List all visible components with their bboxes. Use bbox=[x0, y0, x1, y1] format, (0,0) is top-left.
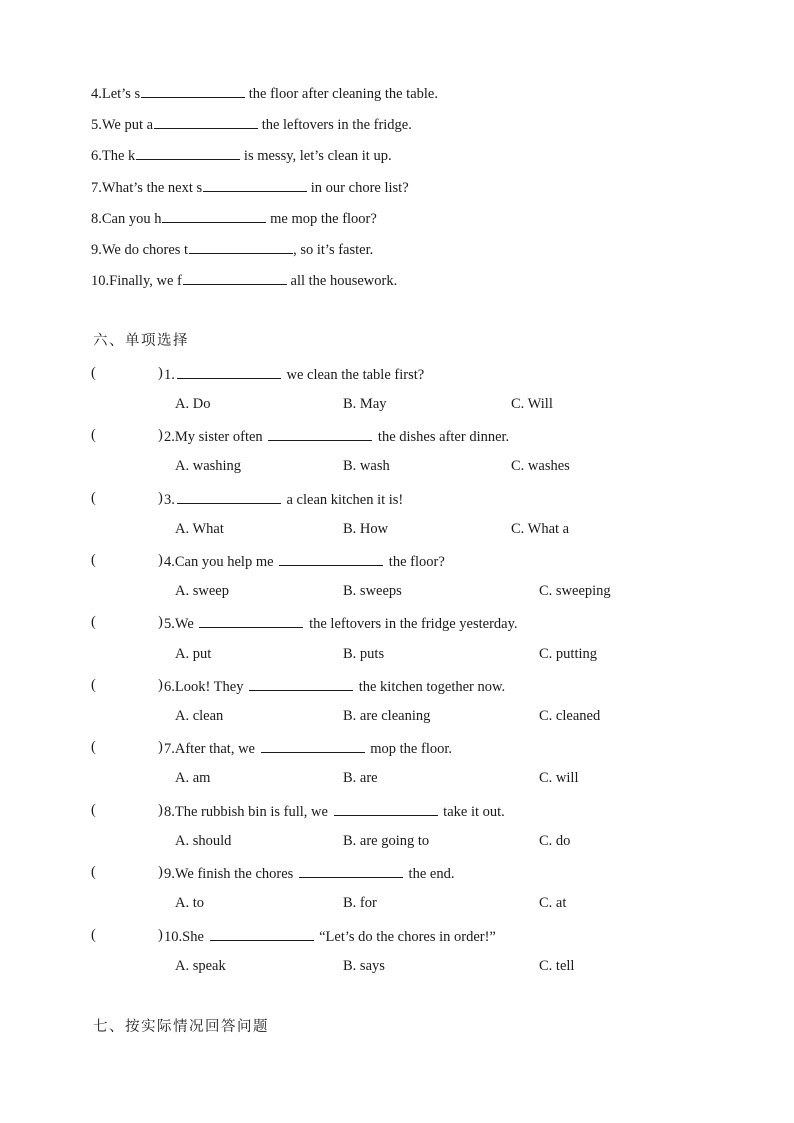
fill-in-prefix: 8.Can you h bbox=[91, 211, 162, 227]
question-prefix: 5.We bbox=[164, 616, 198, 632]
question-prefix: 2.My sister often bbox=[164, 429, 267, 445]
option-b[interactable]: B. May bbox=[343, 396, 387, 412]
answer-paren-close: ) bbox=[158, 864, 163, 880]
option-a[interactable]: A. washing bbox=[175, 458, 242, 474]
answer-blank[interactable] bbox=[210, 926, 314, 941]
question-suffix: the dishes after dinner. bbox=[374, 429, 510, 445]
question-prefix: 10.She bbox=[164, 929, 208, 945]
question-prefix: 8.The rubbish bin is full, we bbox=[164, 804, 332, 820]
fill-in-suffix: me mop the floor? bbox=[266, 211, 377, 227]
fill-in-item bbox=[91, 145, 392, 165]
answer-blank[interactable] bbox=[268, 426, 372, 441]
fill-in-prefix: 5.We put a bbox=[91, 117, 154, 133]
option-a[interactable]: A. should bbox=[175, 833, 232, 849]
option-c[interactable]: C. sweeping bbox=[539, 583, 611, 599]
answer-paren-open: ( bbox=[91, 739, 96, 755]
option-a[interactable]: A. put bbox=[175, 646, 212, 662]
option-b[interactable]: B. are cleaning bbox=[343, 708, 431, 724]
question-stem bbox=[164, 801, 505, 821]
section-heading: 六、单项选择 bbox=[93, 333, 189, 349]
option-b[interactable]: B. How bbox=[343, 521, 389, 537]
question-suffix: a clean kitchen it is! bbox=[282, 492, 404, 508]
answer-blank[interactable] bbox=[249, 676, 353, 691]
answer-blank[interactable] bbox=[189, 239, 293, 254]
option-c[interactable]: C. do bbox=[539, 833, 571, 849]
question-stem bbox=[164, 551, 445, 571]
question-suffix: the kitchen together now. bbox=[355, 679, 506, 695]
answer-paren-close: ) bbox=[158, 739, 163, 755]
option-b[interactable]: B. sweeps bbox=[343, 583, 402, 599]
fill-in-suffix: is messy, let’s clean it up. bbox=[240, 148, 392, 164]
question-suffix: mop the floor. bbox=[366, 741, 453, 757]
option-c[interactable]: C. What a bbox=[511, 521, 570, 537]
fill-in-prefix: 10.Finally, we f bbox=[91, 273, 182, 289]
option-b[interactable]: B. are going to bbox=[343, 833, 430, 849]
answer-paren-open: ( bbox=[91, 614, 96, 630]
fill-in-suffix: the floor after cleaning the table. bbox=[245, 86, 438, 102]
question-stem bbox=[164, 426, 509, 446]
section-heading: 七、按实际情况回答问题 bbox=[93, 1019, 269, 1035]
answer-paren-open: ( bbox=[91, 552, 96, 568]
answer-blank[interactable] bbox=[177, 364, 281, 379]
question-suffix: the leftovers in the fridge yesterday. bbox=[305, 616, 518, 632]
question-suffix: “Let’s do the chores in order!” bbox=[315, 929, 496, 945]
answer-blank[interactable] bbox=[261, 738, 365, 753]
option-c[interactable]: C. will bbox=[539, 770, 579, 786]
fill-in-suffix: in our chore list? bbox=[307, 180, 409, 196]
fill-in-item bbox=[91, 270, 397, 290]
answer-paren-open: ( bbox=[91, 365, 96, 381]
option-b[interactable]: B. wash bbox=[343, 458, 390, 474]
answer-paren-open: ( bbox=[91, 427, 96, 443]
answer-paren-open: ( bbox=[91, 802, 96, 818]
option-c[interactable]: C. tell bbox=[539, 958, 575, 974]
question-prefix: 7.After that, we bbox=[164, 741, 259, 757]
option-b[interactable]: B. are bbox=[343, 770, 378, 786]
fill-in-item bbox=[91, 83, 438, 103]
question-stem bbox=[164, 863, 454, 883]
question-suffix: we clean the table first? bbox=[282, 367, 425, 383]
answer-blank[interactable] bbox=[279, 551, 383, 566]
option-c[interactable]: C. at bbox=[539, 895, 567, 911]
fill-in-prefix: 9.We do chores t bbox=[91, 242, 189, 258]
answer-paren-open: ( bbox=[91, 677, 96, 693]
option-a[interactable]: A. speak bbox=[175, 958, 226, 974]
answer-blank[interactable] bbox=[199, 613, 303, 628]
fill-in-item bbox=[91, 239, 373, 259]
answer-blank[interactable] bbox=[203, 177, 307, 192]
option-c[interactable]: C. putting bbox=[539, 646, 598, 662]
question-prefix: 3. bbox=[164, 492, 175, 508]
answer-paren-close: ) bbox=[158, 614, 163, 630]
question-prefix: 9.We finish the chores bbox=[164, 866, 297, 882]
question-prefix: 1. bbox=[164, 367, 175, 383]
answer-blank[interactable] bbox=[154, 114, 258, 129]
fill-in-suffix: , so it’s faster. bbox=[293, 242, 374, 258]
question-stem bbox=[164, 489, 403, 509]
fill-in-prefix: 6.The k bbox=[91, 148, 136, 164]
answer-paren-open: ( bbox=[91, 927, 96, 943]
question-prefix: 6.Look! They bbox=[164, 679, 248, 695]
answer-paren-close: ) bbox=[158, 365, 163, 381]
answer-paren-close: ) bbox=[158, 490, 163, 506]
option-a[interactable]: A. am bbox=[175, 770, 211, 786]
option-b[interactable]: B. says bbox=[343, 958, 385, 974]
fill-in-suffix: all the housework. bbox=[286, 273, 398, 289]
answer-blank[interactable] bbox=[334, 801, 438, 816]
question-stem bbox=[164, 926, 496, 946]
fill-in-item bbox=[91, 177, 409, 197]
question-suffix: the floor? bbox=[385, 554, 445, 570]
answer-paren-close: ) bbox=[158, 427, 163, 443]
question-stem bbox=[164, 613, 518, 633]
fill-in-suffix: the leftovers in the fridge. bbox=[258, 117, 412, 133]
option-a[interactable]: A. sweep bbox=[175, 583, 229, 599]
answer-paren-open: ( bbox=[91, 864, 96, 880]
option-c[interactable]: C. washes bbox=[511, 458, 570, 474]
answer-blank[interactable] bbox=[177, 489, 281, 504]
question-stem bbox=[164, 676, 505, 696]
answer-paren-close: ) bbox=[158, 927, 163, 943]
answer-blank[interactable] bbox=[299, 863, 403, 878]
option-c[interactable]: C. Will bbox=[511, 396, 553, 412]
answer-paren-open: ( bbox=[91, 490, 96, 506]
option-a[interactable]: A. clean bbox=[175, 708, 224, 724]
answer-blank[interactable] bbox=[141, 83, 245, 98]
answer-blank[interactable] bbox=[162, 208, 266, 223]
question-suffix: take it out. bbox=[439, 804, 505, 820]
question-stem bbox=[164, 364, 424, 384]
option-c[interactable]: C. cleaned bbox=[539, 708, 601, 724]
answer-paren-close: ) bbox=[158, 677, 163, 693]
option-a[interactable]: A. to bbox=[175, 895, 204, 911]
option-b[interactable]: B. puts bbox=[343, 646, 385, 662]
question-suffix: the end. bbox=[404, 866, 455, 882]
answer-paren-close: ) bbox=[158, 552, 163, 568]
question-prefix: 4.Can you help me bbox=[164, 554, 278, 570]
option-a[interactable]: A. What bbox=[175, 521, 224, 537]
answer-paren-close: ) bbox=[158, 802, 163, 818]
fill-in-item bbox=[91, 208, 377, 228]
fill-in-prefix: 7.What’s the next s bbox=[91, 180, 203, 196]
option-a[interactable]: A. Do bbox=[175, 396, 211, 412]
answer-blank[interactable] bbox=[136, 145, 240, 160]
option-b[interactable]: B. for bbox=[343, 895, 377, 911]
question-stem bbox=[164, 738, 452, 758]
answer-blank[interactable] bbox=[183, 270, 287, 285]
fill-in-prefix: 4.Let’s s bbox=[91, 86, 141, 102]
fill-in-item bbox=[91, 114, 412, 134]
